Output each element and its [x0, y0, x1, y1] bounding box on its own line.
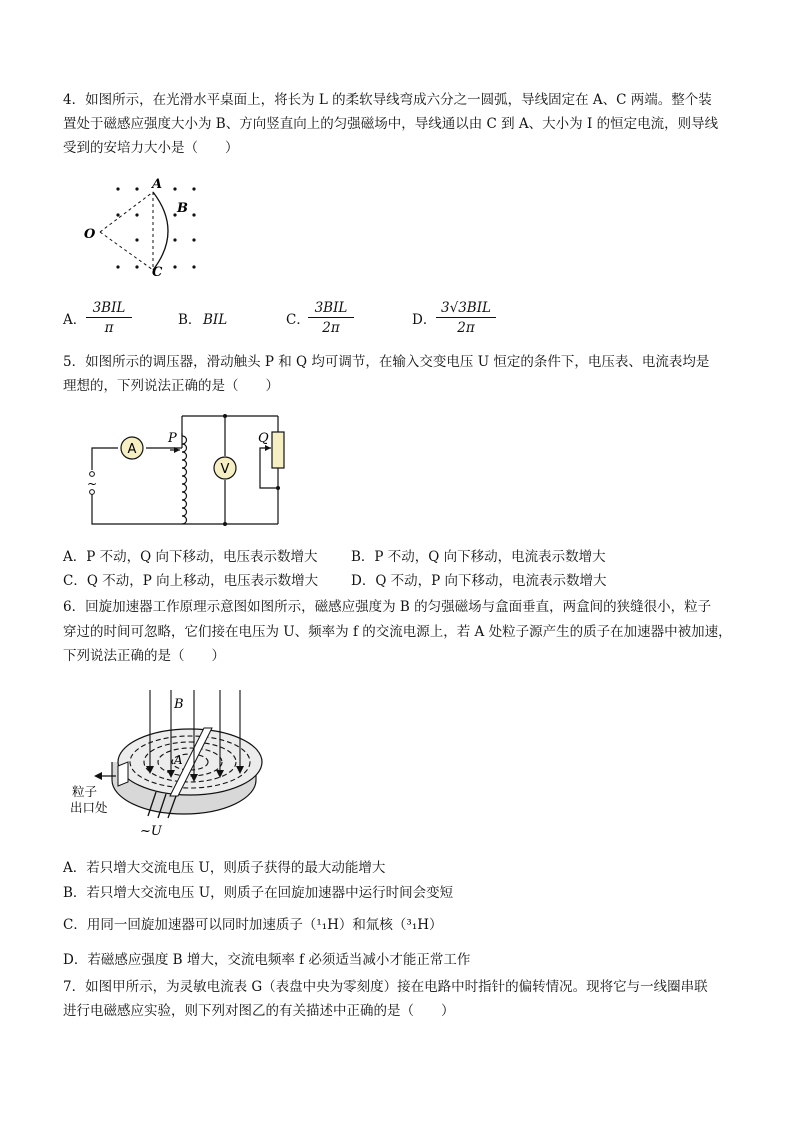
q4-arc-figure — [80, 175, 210, 280]
q5-option-b: B．P 不动，Q 向下移动，电流表示数增大 — [351, 549, 606, 565]
q4-option-c-numerator: 3BIL — [308, 299, 354, 318]
q4-option-d-fraction — [436, 299, 496, 338]
q5-circuit-figure — [82, 408, 292, 536]
q4-option-c-denominator: 2π — [322, 320, 340, 336]
q5-option-c: C．Q 不动，P 向上移动，电压表示数增大 — [63, 573, 319, 589]
q4-label-o: O — [84, 227, 96, 242]
q4-option-a-numerator: 3BIL — [86, 299, 132, 318]
q5-ammeter-label: A — [127, 442, 137, 457]
q5-voltmeter-label: V — [220, 462, 230, 477]
q6-option-c: C．用同一回旋加速器可以同时加速质子（¹₁H）和氚核（³₁H） — [63, 917, 443, 933]
q6-option-a: A．若只增大交流电压 U，则质子获得的最大动能增大 — [63, 860, 386, 876]
q4-label-c: C — [152, 265, 163, 280]
q4-option-d-letter: D． — [412, 312, 437, 328]
q5-option-a: A．P 不动，Q 向下移动，电压表示数增大 — [63, 549, 318, 565]
q4-option-b-letter: B． — [178, 312, 202, 328]
q7-stem-line2: 进行电磁感应实验，则下列对图乙的有关描述中正确的是（ ） — [63, 1003, 455, 1019]
q4-option-d-denominator: 2π — [457, 320, 475, 336]
q6-option-b: B．若只增大交流电压 U，则质子在回旋加速器中运行时间会变短 — [63, 885, 454, 901]
q4-stem-line2: 置处于磁感应强度大小为 B、方向竖直向上的匀强磁场中，导线通以由 C 到 A、大小为 I 的恒定电流，则导线 — [63, 116, 719, 132]
q4-stem-line1: 4．如图所示，在光滑水平桌面上，将长为 L 的柔软导线弯成六分之一圆弧，导线固定在 A、C 两端。整个装 — [63, 92, 712, 108]
q5-option-d: D．Q 不动，P 向下移动，电流表示数增大 — [351, 573, 607, 589]
q4-option-c-fraction — [308, 299, 354, 338]
q6-label-b: B — [174, 697, 184, 712]
q5-label-p: P — [168, 431, 177, 446]
q4-label-a: A — [152, 177, 163, 192]
q4-label-b: B — [177, 201, 188, 216]
q6-label-u: ~U — [140, 824, 162, 839]
q4-option-c-letter: C． — [286, 312, 310, 328]
q6-label-a: A — [174, 753, 183, 767]
q6-label-exit-line1: 粒子 — [72, 784, 98, 799]
q6-option-d: D．若磁感应强度 B 增大，交流电频率 f 必须适当减小才能正常工作 — [63, 952, 471, 968]
q5-stem-line1: 5．如图所示的调压器，滑动触头 P 和 Q 均可调节，在输入交变电压 U 恒定的条件下，电压表、电流表均是 — [63, 354, 710, 370]
q5-label-q: Q — [258, 431, 269, 446]
q4-option-b-value: BIL — [203, 312, 228, 328]
q6-cyclotron-figure — [70, 684, 270, 844]
q4-option-a-fraction — [86, 299, 132, 338]
q5-stem-line2: 理想的，下列说法正确的是（ ） — [63, 378, 279, 394]
q4-stem-line3: 受到的安培力大小是（ ） — [63, 140, 239, 156]
q4-option-a-denominator: π — [104, 320, 114, 336]
q4-option-d-numerator: 3√3BIL — [436, 299, 496, 318]
q6-stem-line3: 下列说法正确的是（ ） — [63, 648, 225, 664]
q6-stem-line2: 穿过的时间可忽略，它们接在电压为 U、频率为 f 的交流电源上，若 A 处粒子源产生的质子在加速器中被加速， — [63, 624, 732, 640]
q6-label-exit-line2: 出口处 — [70, 800, 108, 815]
q4-option-a-letter: A． — [63, 312, 87, 328]
q5-ac-symbol: ~ — [87, 477, 98, 491]
q7-stem-line1: 7．如图甲所示，为灵敏电流表 G（表盘中央为零刻度）接在电路中时指针的偏转情况。现将它与一线圈串联 — [63, 979, 708, 995]
q6-stem-line1: 6．回旋加速器工作原理示意图如图所示，磁感应强度为 B 的匀强磁场与盒面垂直，两盒间的狭缝很小，粒子 — [63, 599, 712, 615]
